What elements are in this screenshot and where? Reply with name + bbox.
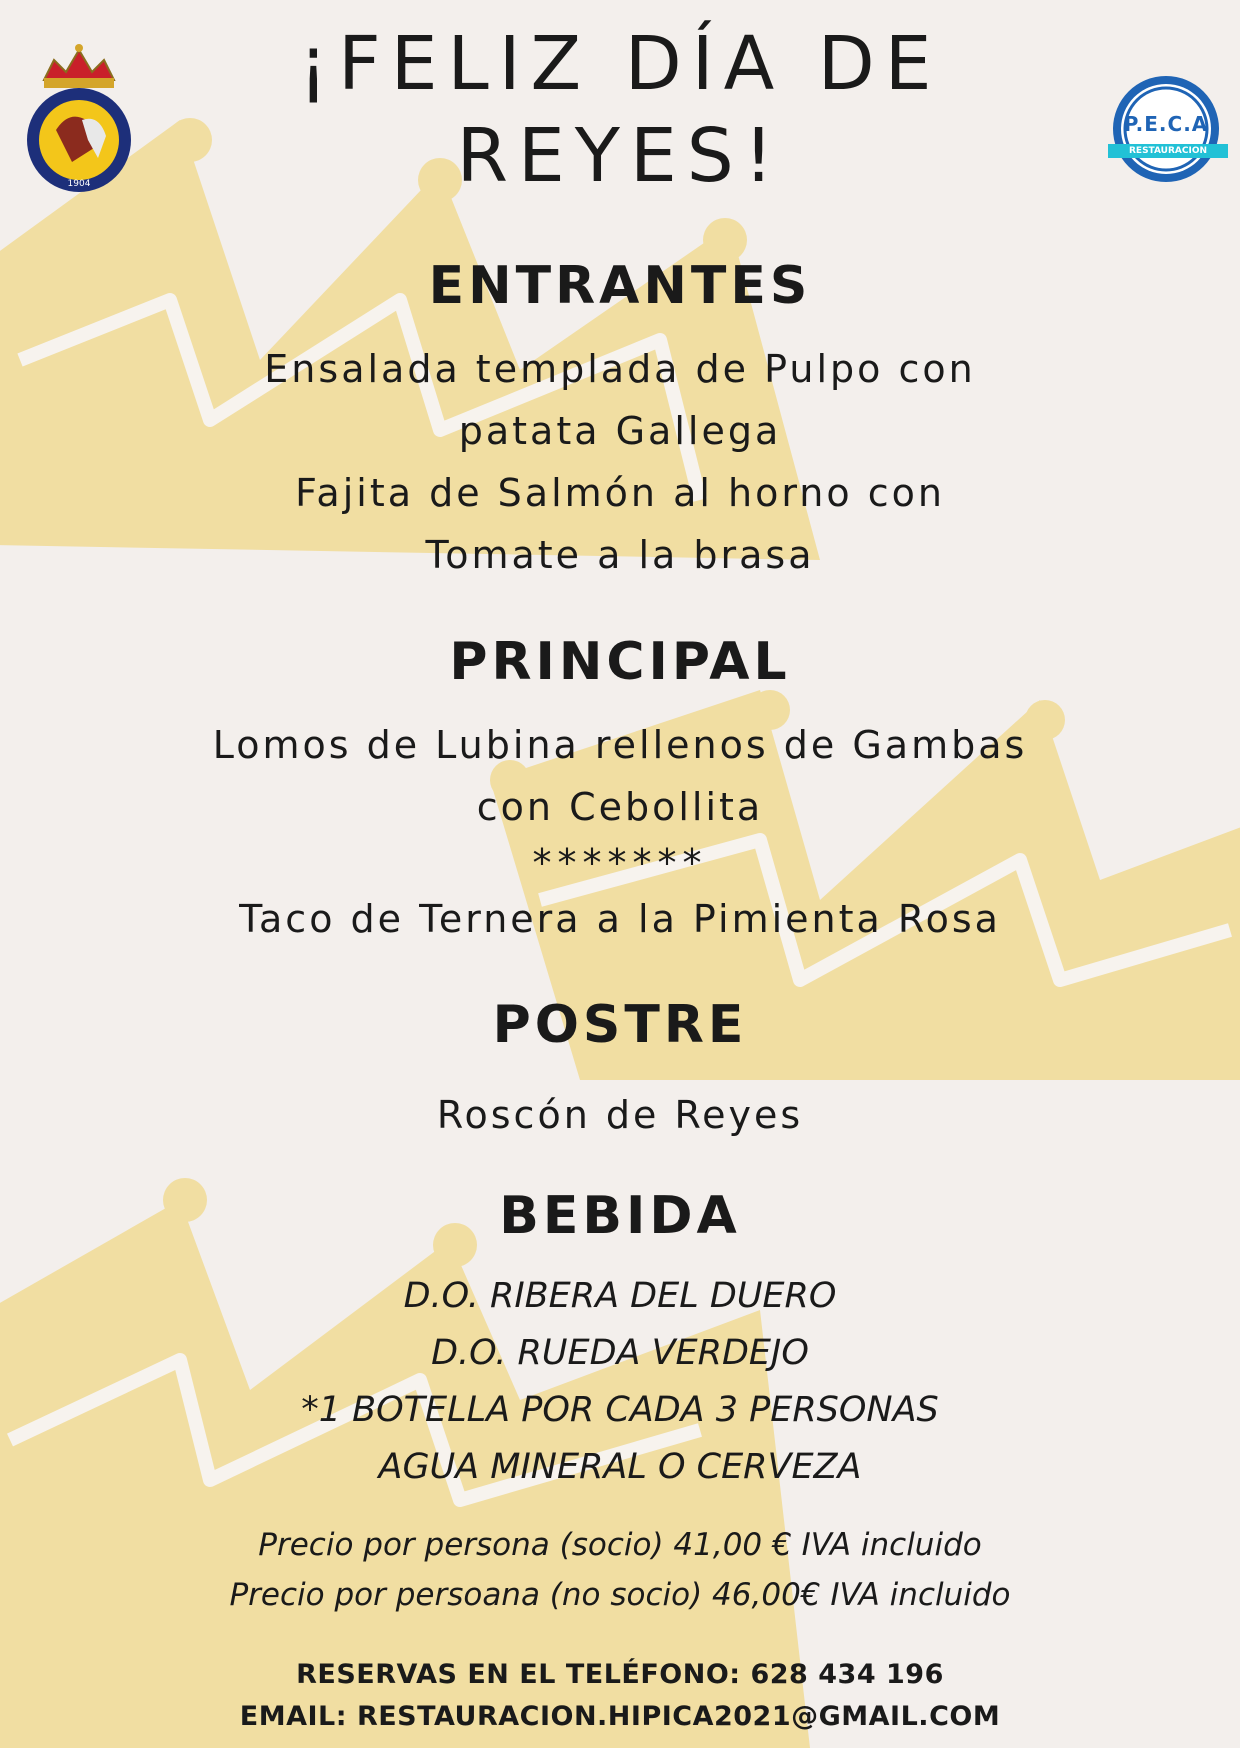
peca-title: P.E.C.A <box>1123 112 1209 136</box>
list-item: AGUA MINERAL O CERVEZA <box>378 1447 862 1487</box>
price-socio: Precio por persona (socio) 41,00 € IVA incluido <box>258 1527 982 1563</box>
list-item: Roscón de Reyes <box>436 1093 804 1137</box>
list-item: Taco de Ternera a la Pimienta Rosa <box>239 897 1001 941</box>
list-item: Fajita de Salmón al horno con <box>295 471 945 515</box>
peca-subtitle: RESTAURACION <box>1128 146 1208 156</box>
bebida-list <box>0 1268 1240 1496</box>
list-item: D.O. RUEDA VERDEJO <box>431 1333 809 1373</box>
list-item: con Cebollita <box>476 785 764 829</box>
list-item: Tomate a la brasa <box>425 533 815 577</box>
crest-year: 1904 <box>67 179 91 189</box>
list-item: D.O. RIBERA DEL DUERO <box>403 1276 837 1316</box>
list-item: Ensalada templada de Pulpo con <box>264 347 976 391</box>
principal-list <box>0 714 1240 950</box>
list-item: Lomos de Lubina rellenos de Gambas <box>212 723 1028 767</box>
contact-info <box>0 1654 1240 1738</box>
title-line-1: ¡FELIZ DÍA DE <box>298 21 942 107</box>
price-list <box>0 1520 1240 1620</box>
list-item: patata Gallega <box>458 409 782 453</box>
postre-list <box>0 1084 1240 1146</box>
price-no-socio: Precio por persoana (no socio) 46,00€ IVA incluido <box>229 1577 1011 1613</box>
section-heading-entrantes: ENTRANTES <box>428 256 812 316</box>
entrantes-list <box>0 338 1240 586</box>
section-heading-principal: PRINCIPAL <box>449 632 791 692</box>
section-heading-postre: POSTRE <box>492 995 748 1055</box>
page-title <box>0 18 1240 202</box>
list-item: ******* <box>532 841 708 885</box>
contact-email: EMAIL: RESTAURACION.HIPICA2021@GMAIL.COM <box>239 1701 1001 1732</box>
title-line-2: REYES! <box>456 113 784 199</box>
list-item: *1 BOTELLA POR CADA 3 PERSONAS <box>301 1390 939 1430</box>
section-heading-bebida: BEBIDA <box>499 1186 741 1246</box>
contact-phone: RESERVAS EN EL TELÉFONO: 628 434 196 <box>296 1659 944 1690</box>
